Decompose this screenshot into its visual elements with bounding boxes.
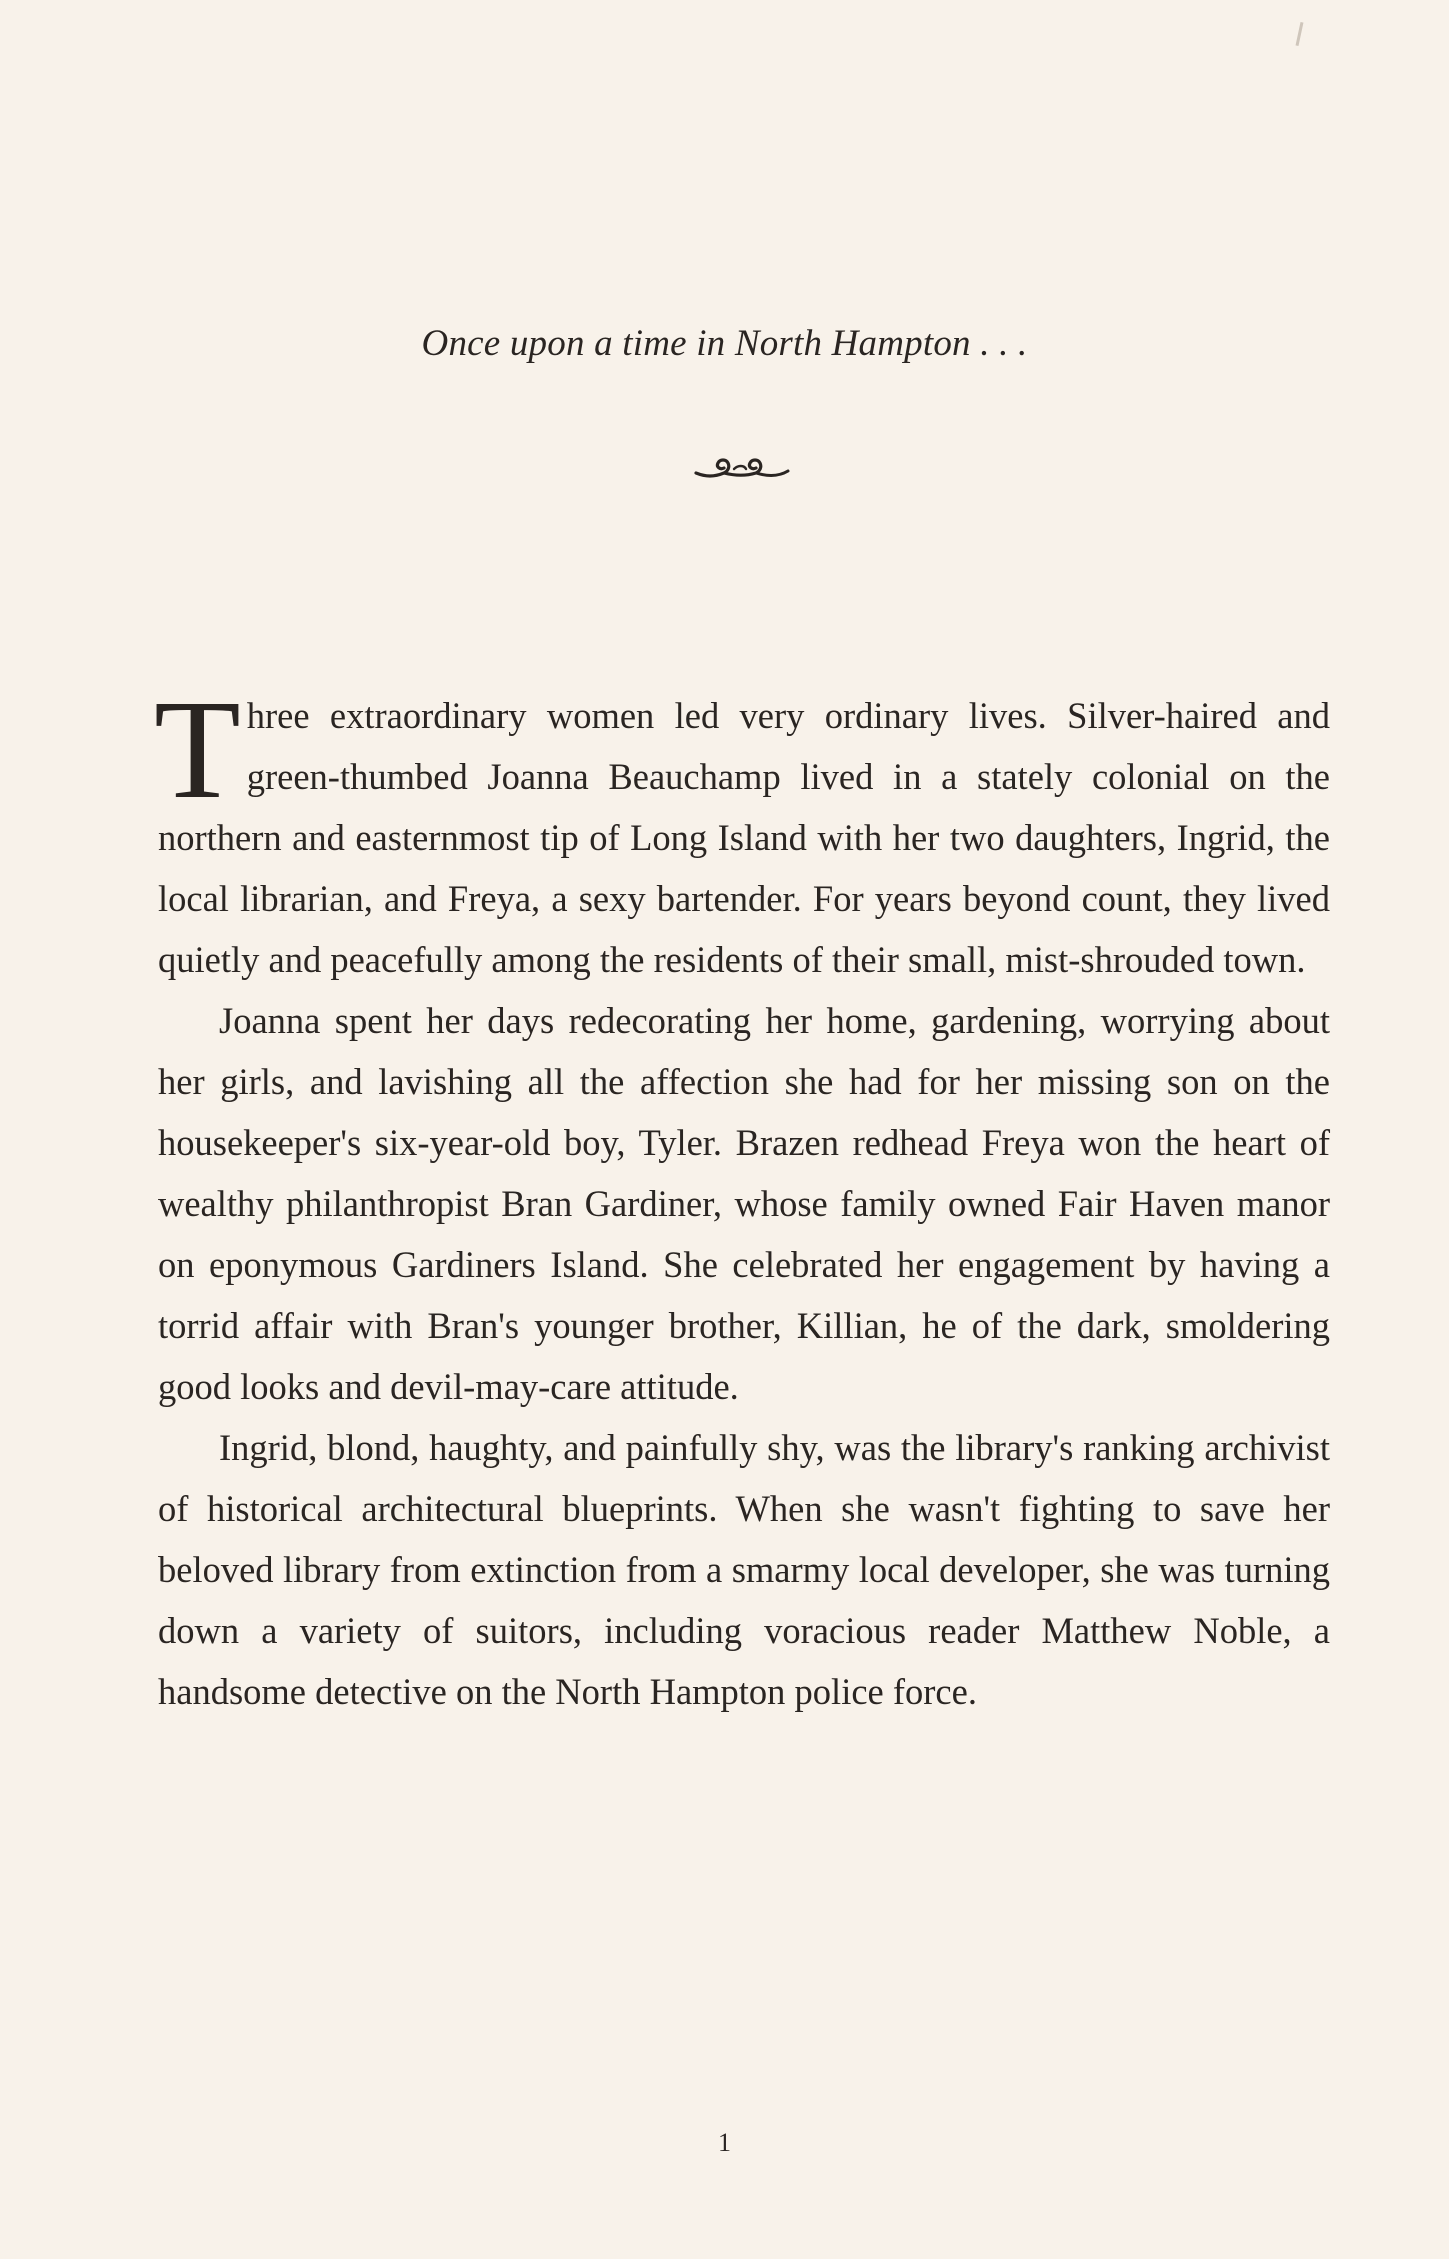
scroll-flourish-ornament	[694, 446, 790, 484]
page-number: 1	[718, 2128, 731, 2157]
body-text	[154, 670, 1330, 1722]
paragraph-2: Joanna spent her days redecorating her home, gardening, worrying about her girls, and lavishing all the affection she had for her missing son on the housekeeper's six-year-old boy, Tyler. Brazen redhead Freya won the heart of wealthy philanthropist Bran Gardiner, whose family owned Fair Haven manor on eponymous Gardiners Island. She celebrated her engagement by having a torrid affair with Bran's younger brother, Killian, he of the dark, smoldering good looks and devil-may-care attitude.	[158, 1000, 1330, 1407]
drop-cap: T	[154, 670, 241, 828]
paragraph-3: Ingrid, blond, haughty, and painfully shy, was the library's ranking archivist of historical architectural blueprints. When she wasn't fighting to save her beloved library from extinction from a smarmy local developer, she was turning down a variety of suitors, including voracious reader Matthew Noble, a handsome detective on the North Hampton police force.	[158, 1427, 1330, 1712]
chapter-epigraph: Once upon a time in North Hampton . . .	[421, 323, 1028, 364]
paragraph-1-text: hree extraordinary women led very ordinary lives. Silver-haired and green-thumbed Joanna Beauchamp lived in a stately colonial on the northern and easternmost tip of Long Island with her two daughters, Ingrid, the local librarian, and Freya, a sexy bartender. For years beyond count, they lived quietly and peacefully among the residents of their small, mist-shrouded town.	[158, 695, 1330, 980]
paragraph-1	[154, 670, 1330, 990]
stray-pencil-mark	[1296, 22, 1304, 46]
